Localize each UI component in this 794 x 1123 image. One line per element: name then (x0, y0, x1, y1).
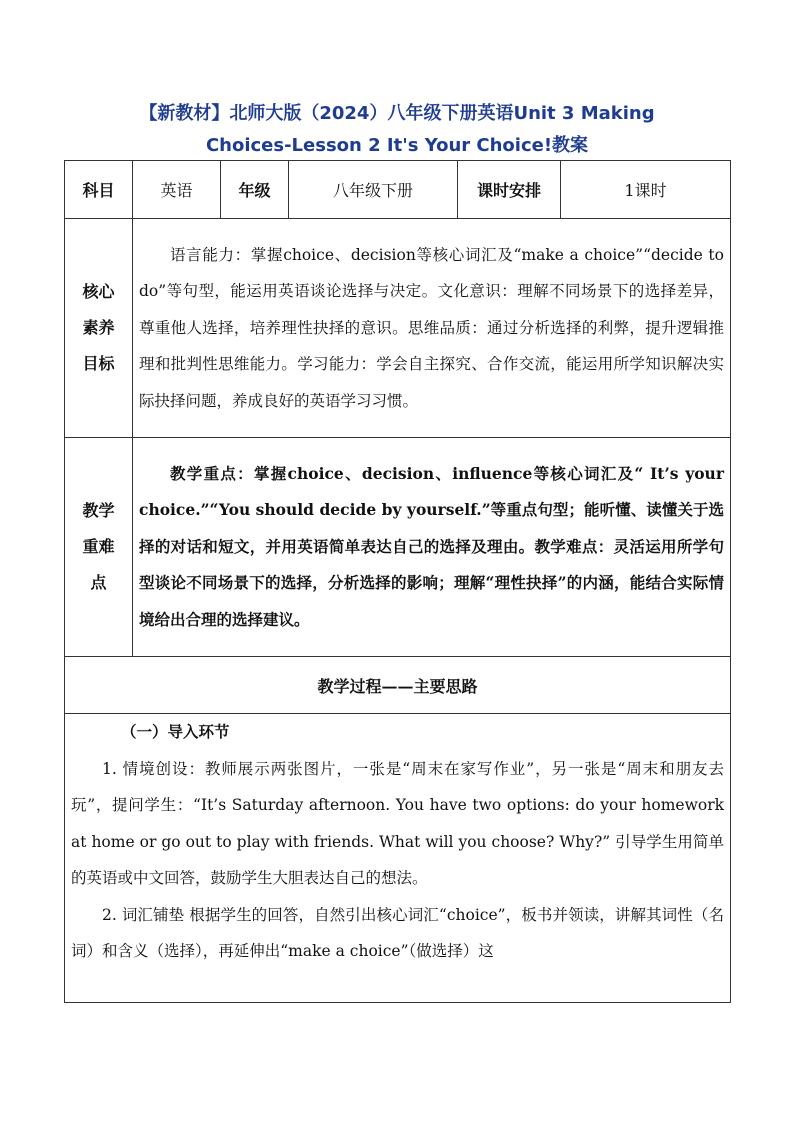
lesson-plan-table (64, 160, 730, 1003)
process-content (65, 714, 731, 1003)
header-row (65, 161, 731, 219)
subject-value: 英语 (133, 161, 221, 219)
key-points-label (65, 438, 133, 657)
goals-text-cell (133, 219, 731, 438)
hours-label: 课时安排 (458, 161, 561, 219)
key-points-row (65, 438, 731, 657)
document-title (64, 98, 730, 162)
goals-label-line: 核心 (82, 282, 115, 301)
key-points-label-line: 点 (90, 573, 107, 592)
process-heading: 教学过程——主要思路 (65, 657, 731, 714)
process-item-1: 1. 情境创设：教师展示两张图片，一张是“周末在家写作业”，另一张是“周末和朋友去玩”，提问学生：“It’s Saturday afternoon. You have two options: do your homework at home or go out to play with friends. What will you choose? Why?” 引导学生用简单的英语或中文回答，鼓励学生大胆表达自己的想法。 (71, 759, 724, 887)
key-points-label-line: 重难 (82, 537, 115, 556)
subject-label: 科目 (65, 161, 133, 219)
goals-text: 语言能力：掌握choice、decision等核心词汇及“make a choice”“decide to do”等句型，能运用英语谈论选择与决定。文化意识：理解不同场景下的选择差异，尊重他人选择，培养理性抉择的意识。思维品质：通过分析选择的利弊，提升逻辑推理和批判性思维能力。学习能力：学会自主探究、合作交流，能运用所学知识解决实际抉择问题，养成良好的英语学习习惯。 (139, 245, 724, 410)
title-line-2: Choices-Lesson 2 It's Your Choice!教案 (205, 135, 589, 156)
hours-value: 1课时 (561, 161, 731, 219)
goals-row (65, 219, 731, 438)
goals-label-line: 目标 (82, 354, 115, 373)
goals-label (65, 219, 133, 438)
grade-value: 八年级下册 (289, 161, 458, 219)
section-heading-intro: （一）导入环节 (121, 722, 230, 741)
process-item-2: 2. 词汇铺垫 根据学生的回答，自然引出核心词汇“choice”，板书并领读，讲解其词性（名词）和含义（选择），再延伸出“make a choice”（做选择）这 (71, 905, 724, 960)
goals-label-line: 素养 (82, 318, 115, 337)
grade-label: 年级 (221, 161, 289, 219)
process-row (65, 714, 731, 1003)
key-points-text-cell (133, 438, 731, 657)
key-points-text: 教学重点：掌握choice、decision、influence等核心词汇及“ It’s your choice.”“You should decide by yourself.”等重点句型；能听懂、读懂关于选择的对话和短文，并用英语简单表达自己的选择及理由。教学难点：灵活运用所学句型谈论不同场景下的选择，分析选择的影响；理解“理性抉择”的内涵，能结合实际情境给出合理的选择建议。 (139, 463, 724, 629)
key-points-label-line: 教学 (82, 501, 115, 520)
title-line-1: 【新教材】北师大版（2024）八年级下册英语Unit 3 Making (139, 103, 655, 124)
process-heading-row (65, 657, 731, 714)
